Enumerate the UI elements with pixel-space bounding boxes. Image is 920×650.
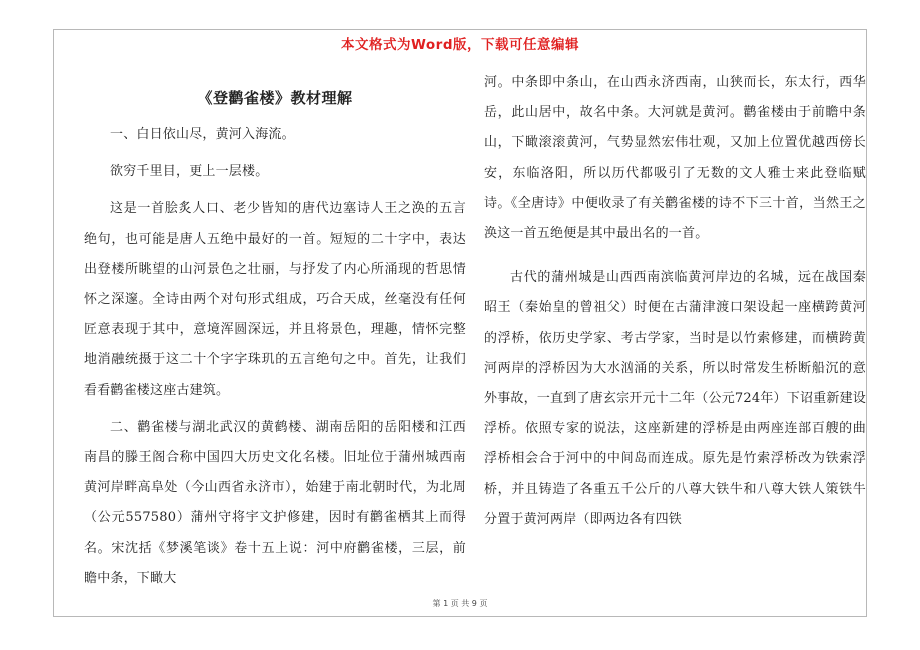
right-column	[484, 68, 866, 542]
section-two-paragraph: 二、鹳雀楼与湖北武汉的黄鹤楼、湖南岳阳的岳阳楼和江西南昌的滕王阁合称中国四大历史文化名楼。旧址位于蒲州城西南黄河岸畔高阜处（今山西省永济市），始建于南北朝时代，为北周（公元557580）蒲州守将宇文护修建，因时有鹳雀栖其上而得名。宋沈括《梦溪笔谈》卷十五上说：河中府鹳雀楼，三层，前瞻中条，下瞰大	[84, 419, 466, 586]
document-title: 《登鹳雀楼》教材理解	[197, 89, 353, 107]
poem-line-2: 欲穷千里目，更上一层楼。	[110, 164, 269, 180]
pujin-bridge-paragraph: 古代的蒲州城是山西西南滨临黄河岸边的名城，远在战国秦昭王（秦始皇的曾祖父）时便在古蒲津渡口架设起一座横跨黄河的浮桥，依历史学家、考古学家，当时是以竹索修建，而横跨黄河两岸的浮桥因为大水汹涌的关系，所以时常发生桥断船沉的意外事故，一直到了唐玄宗开元十二年（公元724年）下诏重新建设浮桥。依照专家的说法，这座新建的浮桥是由两座连部百艘的曲浮桥相会合于河中的中间岛而连成。原先是竹索浮桥改为铁索浮桥，并且铸造了各重五千公斤的八尊大铁牛和八尊大铁人策铁牛分置于黄河两岸（即两边各有四铁	[484, 270, 866, 527]
continued-paragraph: 河。中条即中条山，在山西永济西南，山狭而长，东太行，西华岳，此山居中，故名中条。大河就是黄河。鹳雀楼由于前瞻中条山，下瞰滚滚黄河，气势显然宏伟壮观，又加上位置优越西傍长安，东临洛阳，所以历代都吸引了无数的文人雅士来此登临赋诗。《全唐诗》中便收录了有关鹳雀楼的诗不下三十首，当然王之涣这一首五绝便是其中最出名的一首。	[484, 75, 866, 242]
left-column	[84, 84, 466, 601]
poem-line-1: 一、白日依山尽，黄河入海流。	[110, 127, 295, 142]
word-format-banner: 本文格式为Word版，下载可任意编辑	[340, 37, 579, 53]
page-number-footer: 第 1 页 共 9 页	[432, 599, 488, 608]
intro-paragraph: 这是一首脍炙人口、老少皆知的唐代边塞诗人王之涣的五言绝句，也可能是唐人五绝中最好的一首。短短的二十字中，表达出登楼所眺望的山河景色之壮丽，与抒发了内心所涌现的哲思情怀之深邃。全诗由两个对句形式组成，巧合天成，丝毫没有任何匠意表现于其中，意境浑圆深远，并且将景色，理趣，情怀完整地消融统摄于这二十个字字珠玑的五言绝句之中。首先，让我们看看鹳雀楼这座古建筑。	[84, 201, 466, 398]
